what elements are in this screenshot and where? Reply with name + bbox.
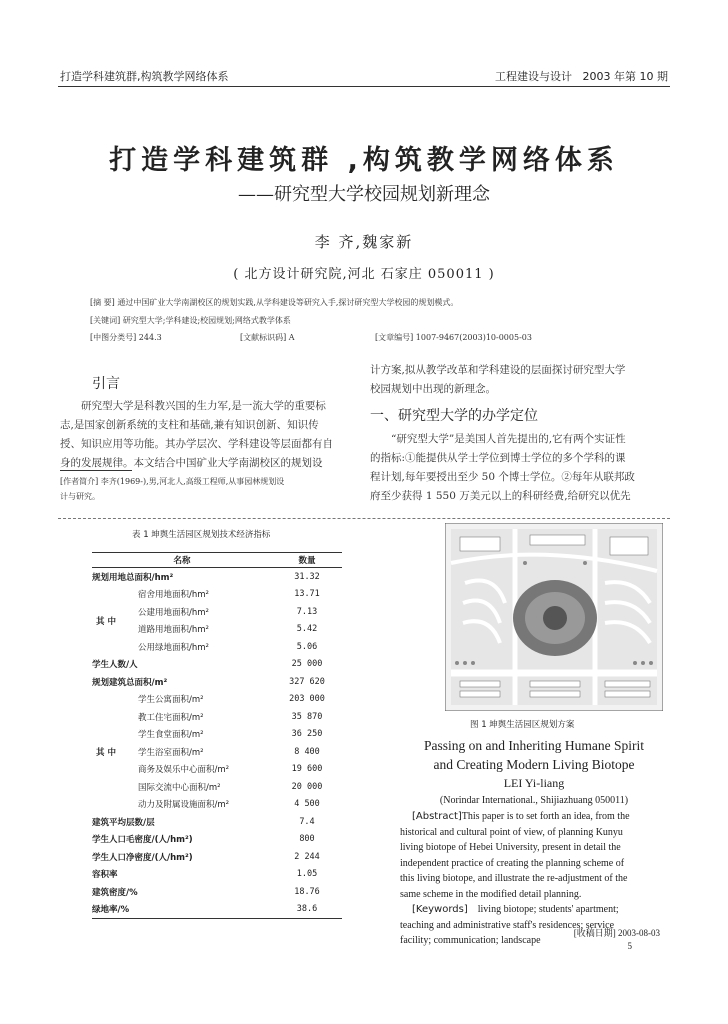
table-row [92,568,342,586]
journal-issue: 2003 年第 10 期 [582,70,668,83]
table-row [92,901,342,919]
row-value: 327 620 [289,676,325,687]
section-divider [58,518,670,519]
right-paragraph [370,430,670,506]
body-line: 授、知识应用等功能。其办学层次、学科建设等层面都有自 [60,438,333,450]
body-line: 程计划,每年要授出至少 50 个博士学位。②每年从联邦政 [370,471,635,483]
keywords-text: 研究型大学;学科建设;校园规划;网络式教学体系 [122,316,291,325]
table-row [92,691,342,709]
table-row [92,673,342,691]
english-abstract-line: historical and cultural point of view, of planning Kunyu [400,826,623,838]
row-label: 商务及娱乐中心面积/m² [138,765,230,776]
intro-heading: 引言 [92,376,120,392]
english-abstract-label: [Abstract] [412,811,462,822]
row-value: 1.05 [296,869,318,880]
english-abstract-text: This paper is to set forth an idea, from the [461,811,630,822]
row-value: 2 244 [294,851,320,862]
journal-name: 工程建设与设计 [495,70,573,83]
keywords-line [90,315,291,326]
row-label: 公用绿地面积/hm² [138,642,209,653]
english-keywords-text: living biotope; students' apartment; [477,904,619,915]
table-row [92,796,342,814]
footnote-rule [60,470,132,471]
row-label: 动力及附属设施面积/m² [138,800,230,811]
row-label: 宿舍用地面积/hm² [138,590,209,601]
row-value: 8 400 [294,746,320,757]
table-row [92,778,342,796]
english-keywords-line [400,902,658,918]
article-title: 打造学科建筑群 ,构筑教学网络体系 [109,145,619,176]
body-line: 校园规划中出现的新理念。 [370,383,496,395]
article-no-line [375,332,532,343]
right-paragraph-top [370,361,670,399]
english-title-line1: Passing on and Inheriting Humane Spirit [423,738,645,753]
table-row [92,866,342,884]
row-value: 18.76 [294,886,320,897]
row-label: 国际交流中心面积/m² [138,782,221,793]
table-row [92,586,342,604]
group-label: 其 中 [96,616,116,627]
received-date: [收稿日期] 2003-08-03 [573,928,660,938]
author-note-line: 计与研究。 [60,492,100,501]
row-label: 规划用地总面积/hm² [92,572,174,583]
running-header-journal [495,68,668,84]
row-value: 7.13 [296,606,318,617]
table-row [92,726,342,744]
row-label: 教工住宅面积/m² [138,712,204,723]
clc-line [90,332,162,343]
english-abstract-line [400,809,658,825]
row-value: 19 600 [291,764,323,775]
clc-value: 244.3 [138,333,162,342]
row-label: 公建用地面积/hm² [138,607,209,618]
body-line: 计方案,拟从教学改革和学科建设的层面探讨研究型大学 [370,364,626,376]
body-line: 研究型大学是科教兴国的生力军,是一流大学的重要标 [81,400,326,412]
table-row [92,638,342,656]
section-heading: 一、研究型大学的办学定位 [370,408,538,424]
english-authors: LEI Yi-liang [503,776,565,790]
clc-label: [中图分类号] [90,333,137,342]
english-abstract-line: this living biotope, and illustrate the re-adjustment of the [400,873,628,884]
doc-code-label: [文献标识码] [240,333,287,342]
article-affiliation: ( 北方设计研究院,河北 石家庄 050011 ) [233,267,495,282]
row-label: 规划建筑总面积/m² [92,677,168,688]
row-value: 35 870 [291,711,323,722]
doc-code-line [240,332,295,343]
author-note [60,474,346,504]
doc-code-value: A [288,333,295,342]
row-label: 学生浴室面积/m² [138,747,204,758]
group-label: 其 中 [96,747,116,758]
row-label: 建筑密度/% [92,887,138,898]
body-line: “研究型大学”是美国人首先提出的,它有两个实证性 [391,433,626,445]
author-note-line: [作者简介] 李齐(1969-),男,河北人,高级工程师,从事园林规划设 [60,477,285,486]
row-value: 38.6 [272,901,342,919]
row-label: 学生人口毛密度/(人/hm²) [92,835,193,846]
row-label: 道路用地面积/hm² [138,625,209,636]
english-keywords-line: facility; communication; landscape [400,935,541,946]
row-value: 5.06 [296,641,318,652]
col-header-value: 数量 [272,553,342,568]
page-number: 5 [627,941,632,951]
header-rule [58,86,670,87]
english-affiliation: (Norindar International., Shijiazhuang 050011) [439,795,629,806]
english-abstract-line: independent practice of creating the planning scheme of [400,857,625,869]
body-line: 府至少获得 1 550 万美元以上的科研经费,给研究以优先 [370,490,631,502]
article-authors: 李 齐,魏家新 [314,233,414,251]
table-row [92,603,342,621]
table-row [92,848,342,866]
abstract-text: 通过中国矿业大学南湖校区的规划实践,从学科建设等研究入手,探讨研究型大学校园的规划模式。 [117,298,459,307]
intro-paragraph [60,397,346,473]
table-header-row [92,553,342,568]
body-line: 身的发展规律。本文结合中国矿业大学南湖校区的规划设 [60,457,323,469]
row-value: 4 500 [294,799,320,810]
row-value: 5.42 [296,624,318,635]
col-header-name: 名称 [92,553,272,568]
table-row [92,813,342,831]
row-value: 25 000 [291,659,323,670]
tech-econ-table [92,553,342,919]
article-no-value: 1007-9467(2003)10-0005-03 [415,333,532,342]
abstract-line [90,297,458,308]
english-abstract-line: same scheme in the modified detail planning. [400,888,582,900]
site-plan-image [445,523,663,711]
row-value: 31.32 [294,571,320,582]
table-row [92,708,342,726]
table-row [92,883,342,901]
row-label: 学生人口净密度/(人/hm²) [92,852,193,863]
table-row [92,761,342,779]
row-value: 203 000 [289,694,325,705]
keywords-label: [关键词] [90,316,121,325]
row-value: 36 250 [291,729,323,740]
table-row [92,743,342,761]
row-label: 建筑平均层数/层 [92,817,155,828]
english-abstract-line: living biotope of Hebei University, present in detail the [400,842,621,853]
figure-caption: 图 1 坤舆生活园区规划方案 [470,720,575,730]
row-value: 800 [299,834,315,845]
table-row [92,656,342,674]
row-label: 学生食堂面积/m² [138,730,204,741]
row-label: 容积率 [92,870,118,881]
running-header-title: 打造学科建筑群,构筑教学网络体系 [60,70,229,83]
row-value: 13.71 [294,589,320,600]
table-row [92,621,342,639]
table-caption: 表 1 坤舆生活园区规划技术经济指标 [132,530,271,540]
article-subtitle: ——研究型大学校园规划新理念 [238,184,490,205]
abstract-label: [摘 要] [90,298,115,307]
body-line: 志,是国家创新系统的支柱和基础,兼有知识创新、知识传 [60,419,319,431]
english-title-line2: and Creating Modern Living Biotope [433,757,635,772]
row-value: 20 000 [291,781,323,792]
english-keywords-line: teaching and administrative staff's residences; service [400,919,615,931]
row-value: 7.4 [299,816,315,827]
table-row [92,831,342,849]
body-line: 的指标:①能提供从学士学位到博士学位的多个学科的课 [370,452,626,464]
row-label: 学生公寓面积/m² [138,695,204,706]
row-label: 绿地率/% [92,901,272,919]
english-keywords-label: [Keywords] [412,904,468,915]
row-label: 学生人数/人 [92,660,138,671]
article-no-label: [文章编号] [375,333,414,342]
